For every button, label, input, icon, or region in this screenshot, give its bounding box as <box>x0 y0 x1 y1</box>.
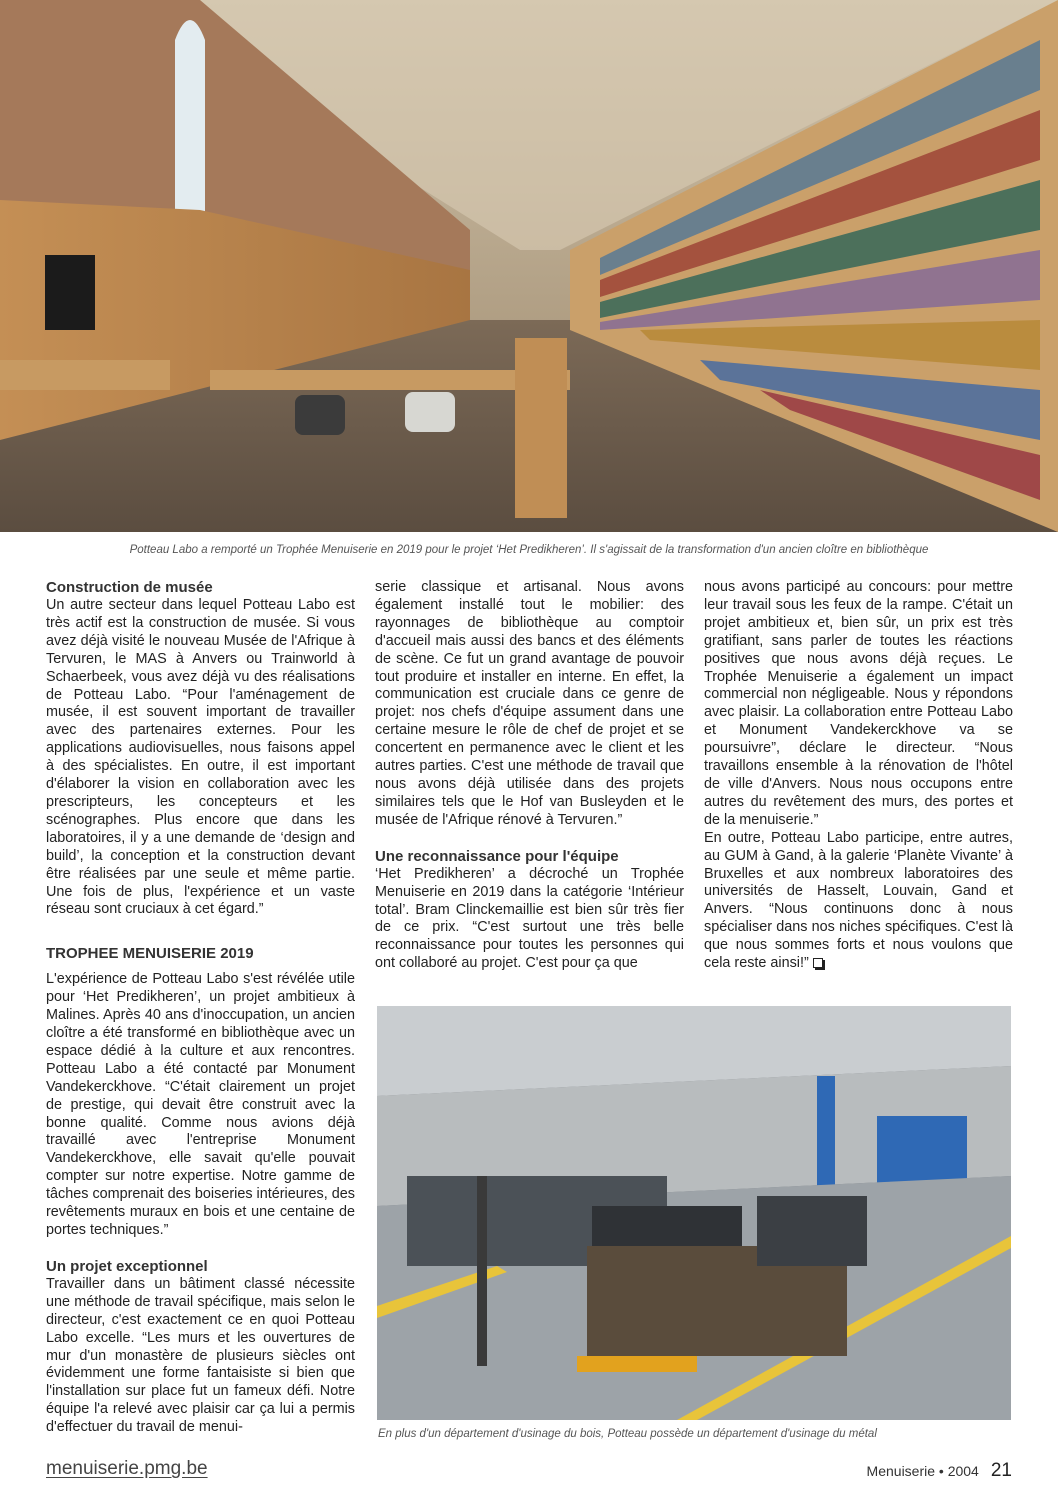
end-mark-icon <box>813 958 823 968</box>
hero-illustration <box>0 0 1058 532</box>
paragraph-final-wrap <box>704 830 1013 973</box>
heading-trophee-menuiserie: TROPHEE MENUISERIE 2019 <box>46 945 254 963</box>
paragraph-trophee-menuiserie: L'expérience de Potteau Labo s'est révélée utile pour ‘Het Predikheren’, un projet ambitieux à Malines. Après 40 ans d'inoccupation, un ancien cloître a été transformé en bibliothèque avec un espace dédié à la culture et aux rencontres. Potteau Labo a été contacté par Monument Vandekerckhove. “C'était clairement un projet de prestige, qui devait être construit avec la bonne qualité. Comme nous avions déjà travaillé avec l'entreprise Monument Vandekerckhove, elle savait qu'elle pouvait compter sur notre expertise. Notre gamme de tâches comprenait des boiseries intérieures, des revêtements muraux en bois et une centaine de portes techniques.” <box>46 971 355 1238</box>
paragraph-col2-continuation: serie classique et artisanal. Nous avons également installé tout le mobilier: des rayonnages de bibliothèque au comptoir d'accueil mais aussi des bancs et des éléments de scène. Ce fut un grand avantage de pouvoir tout produire et installer en interne. En effet, la communication est cruciale dans ce genre de projet: nos chefs d'équipe assument dans une certaine mesure le rôle de chef de projet et se concertent en permanence avec le client et les autres parties. C'est une méthode de travail que nous avons déjà utilisée dans des projets similaires tels que le Hof van Busleyden et le musée de l'Afrique rénové à Tervuren.” <box>375 579 684 828</box>
workshop-caption: En plus d'un département d'usinage du bois, Potteau possède un département d'usinage du métal <box>378 1428 877 1440</box>
footer-issue: Menuiserie • 2004 <box>866 1463 979 1479</box>
article-column-3 <box>704 579 1013 973</box>
hero-photo-library <box>0 0 1058 532</box>
article-column-1 <box>46 579 355 1437</box>
footer-site-link[interactable]: menuiserie.pmg.be <box>46 1458 208 1479</box>
hero-caption: Potteau Labo a remporté un Trophée Menuiserie en 2019 pour le projet ‘Het Predikheren’. Il s'agissait de la transformation d'un ancien cloître en bibliothèque <box>129 544 929 556</box>
paragraph-construction-musee: Un autre secteur dans lequel Potteau Labo est très actif est la construction de musée. Si vous avez déjà visité le nouveau Musée de l'Afrique à Tervuren, le MAS à Anvers ou Trainworld à Schaerbeek, vous avez déjà vu des réalisations de Potteau Labo. “Pour l'aménagement de musée, il est souvent important de travailler avec des partenaires externes. Pour les applications audiovisuelles, nous faisons appel à des spécialistes. En outre, il est important d'élaborer la vision en collaboration avec les prescripteurs, les concepteurs et les scénographes. Plus encore que dans les laboratoires, il y a une demande de ‘design and build’, la conception et la construction devant être réalisées par une seule et même partie. Une fois de plus, l'expérience et un vaste réseau sont cruciaux à cet égard.” <box>46 597 355 918</box>
footer-issue-info <box>867 1460 1012 1482</box>
article-column-2 <box>375 579 684 973</box>
paragraph-projet-exceptionnel: Travailler dans un bâtiment classé nécessite une méthode de travail spécifique, mais selon le directeur, c'est exactement ce en quoi Potteau Labo excelle. “Les murs et les ouvertures de mur d'un monastère de plusieurs siècles ont évidemment une forme fantaisiste si bien que l'installation sur place fut un fameux défi. Notre équipe l'a relevé avec plaisir car ça lui a permis d'effectuer du travail de menui- <box>46 1275 355 1436</box>
heading-reconnaissance: Une reconnaissance pour l'équipe <box>375 847 619 865</box>
heading-projet-exceptionnel: Un projet exceptionnel <box>46 1257 208 1275</box>
page-number: 21 <box>990 1460 1012 1481</box>
workshop-illustration <box>377 1006 1011 1420</box>
paragraph-col3-continuation: nous avons participé au concours: pour mettre leur travail sous les feux de la rampe. C'était un projet ambitieux et, bien sûr, un prix est très gratifiant, sans parler de toutes les réactions positives que nous avons déjà reçues. Le Trophée Menuiserie a également un impact commercial non négligeable. Nous y répondons avec plaisir. La collaboration entre Potteau Labo et Monument Vandekerckhove va se poursuivre”, déclare le directeur. “Nous travaillons ensemble à la rénovation de l'hôtel de ville d'Anvers. Nous nous occupons entre autres du revêtement des murs, des portes et de la menuiserie.” <box>704 579 1013 828</box>
paragraph-final: En outre, Potteau Labo participe, entre autres, au GUM à Gand, à la galerie ‘Planète Vivante’ à Bruxelles et aux nombreux laboratoires des universités de Hasselt, Louvain, Gand et Anvers. “Nous continuons donc à nous spécialiser dans nos niches spécifiques. C'est là que nous sommes forts et nous voulons que cela reste ainsi!” <box>704 829 1013 972</box>
heading-construction-musee: Construction de musée <box>46 579 213 596</box>
workshop-photo <box>377 1006 1011 1420</box>
paragraph-reconnaissance: ‘Het Predikheren’ a décroché un Trophée Menuiserie en 2019 dans la catégorie ‘Intérieur total’. Bram Clinckemaillie est bien sûr très fier de ce prix. “C'est surtout une très belle reconnaissance pour toutes les personnes qui ont collaboré au projet. C'est pour ça que <box>375 865 684 972</box>
